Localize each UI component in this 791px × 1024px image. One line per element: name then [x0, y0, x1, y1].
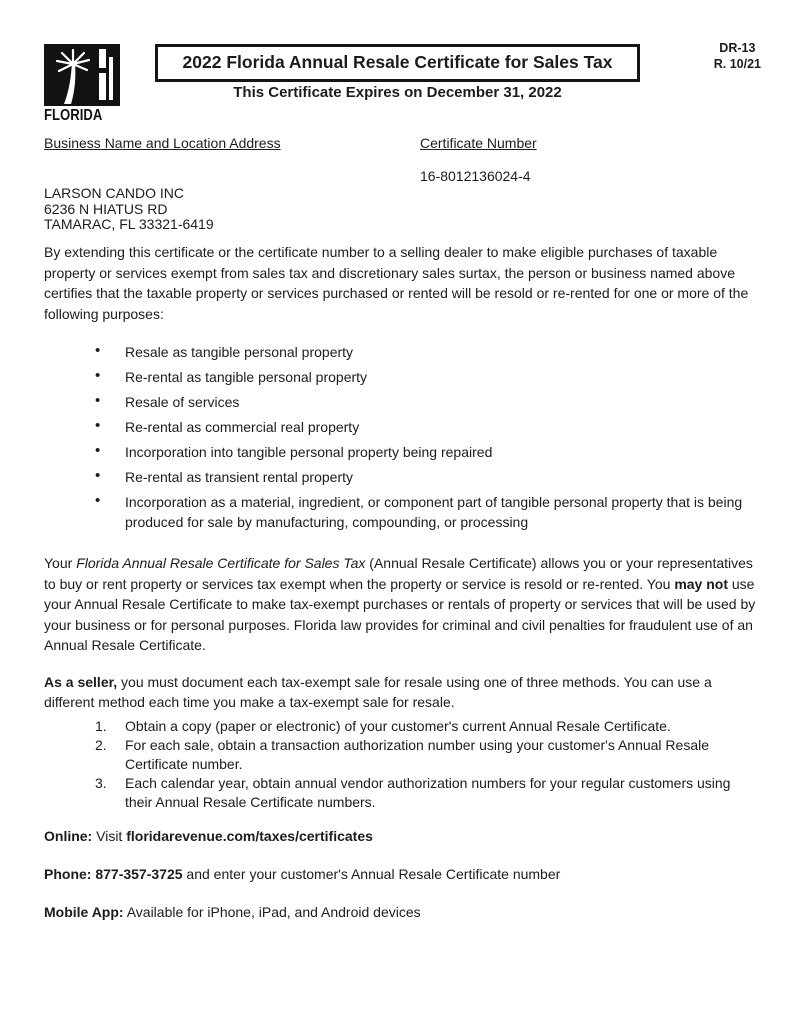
seller-lead: As a seller, — [44, 673, 118, 690]
form-revision: R. 10/21 — [713, 57, 761, 71]
business-name-label: Business Name and Location Address — [44, 135, 281, 151]
purpose-item: • Incorporation into tangible personal property being repaired — [95, 442, 758, 462]
mobile-app-text: Available for iPhone, iPad, and Android devices — [123, 903, 421, 920]
phone-text: and enter your customer's Annual Resale Certificate number — [182, 865, 561, 882]
seller-rest: you must document each tax-exempt sale for resale using one of three methods. You can use a different method each time you make a tax-exempt sale for resale. — [44, 673, 712, 710]
business-name: LARSON CANDO INC — [44, 185, 185, 201]
purpose-item: • Re-rental as transient rental property — [95, 467, 758, 487]
expiration-notice: This Certificate Expires on December 31, 2022 — [233, 84, 562, 101]
seller-paragraph — [44, 672, 758, 713]
mobile-app-label: Mobile App: — [44, 903, 124, 920]
usage-paragraph — [44, 553, 758, 656]
address-line1: 6236 N HIATUS RD — [44, 200, 168, 217]
method-item: Obtain a copy (paper or electronic) of your customer's current Annual Resale Certificate. — [125, 717, 671, 734]
form-code — [714, 40, 761, 72]
purpose-item: • Re-rental as commercial real property — [95, 417, 758, 437]
purpose-item: • Resale of services — [95, 392, 758, 412]
purpose-list — [95, 342, 758, 532]
online-text: Visit — [92, 827, 127, 844]
method-list — [95, 717, 758, 812]
contact-phone — [44, 864, 758, 884]
usage-pre: Your — [44, 555, 77, 571]
purpose-item: • Incorporation as a material, ingredient, or component part of tangible personal property that is being produced for sale by manufacturing, compounding, or processing — [95, 492, 758, 532]
logo-wordmark: FLORIDA — [44, 107, 103, 124]
certificate-number-value: 16-8012136024-4 — [420, 168, 531, 184]
purpose-item: • Re-rental as tangible personal property — [95, 367, 758, 387]
method-item: Each calendar year, obtain annual vendor authorization numbers for your regular customers using their Annual Resale Certificate numbers. — [125, 774, 731, 810]
method-item: For each sale, obtain a transaction authorization number using your customer's Annual Resale Certificate number. — [125, 736, 710, 772]
intro-paragraph: By extending this certificate or the certificate number to a selling dealer to make eligible purchases of taxable property or services exempt from sales tax and discretionary sales surtax, the person or business named above certifies that the taxable property or services purchased or rented will be resold or re-rented for one or more of the following purposes: — [44, 244, 749, 322]
florida-dor-logo — [44, 44, 124, 125]
purpose-item: • Resale as tangible personal property — [95, 342, 758, 362]
palm-tree-icon — [44, 44, 120, 106]
address-line2: TAMARAC, FL 33321-6419 — [44, 216, 214, 232]
usage-rest: use your Annual Resale Certificate to make tax-exempt purchases or rentals of property or services that will be used by your business or for personal purposes. Florida law provides for criminal and civil penalties for fraudulent use of an Annual Resale Certificate. — [44, 575, 756, 653]
document-body — [44, 242, 758, 922]
usage-mid: (Annual Resale Certificate) allows you or your representatives to buy or rent property or services tax exempt when the property or service is resold or re-rented. You — [44, 555, 753, 592]
online-label: Online: — [44, 827, 93, 844]
contact-mobile — [44, 902, 758, 922]
contact-online — [44, 826, 758, 846]
phone-label: Phone: 877-357-3725 — [44, 865, 183, 882]
business-address — [44, 186, 214, 233]
form-title: 2022 Florida Annual Resale Certificate for Sales Tax — [155, 44, 640, 82]
form-number: DR-13 — [719, 41, 756, 55]
certificate-number-label: Certificate Number — [420, 135, 537, 151]
usage-certificate-title: Florida Annual Resale Certificate for Sales Tax — [76, 555, 366, 571]
usage-may-not: may not — [674, 575, 728, 592]
online-url: floridarevenue.com/taxes/certificates — [126, 827, 373, 844]
